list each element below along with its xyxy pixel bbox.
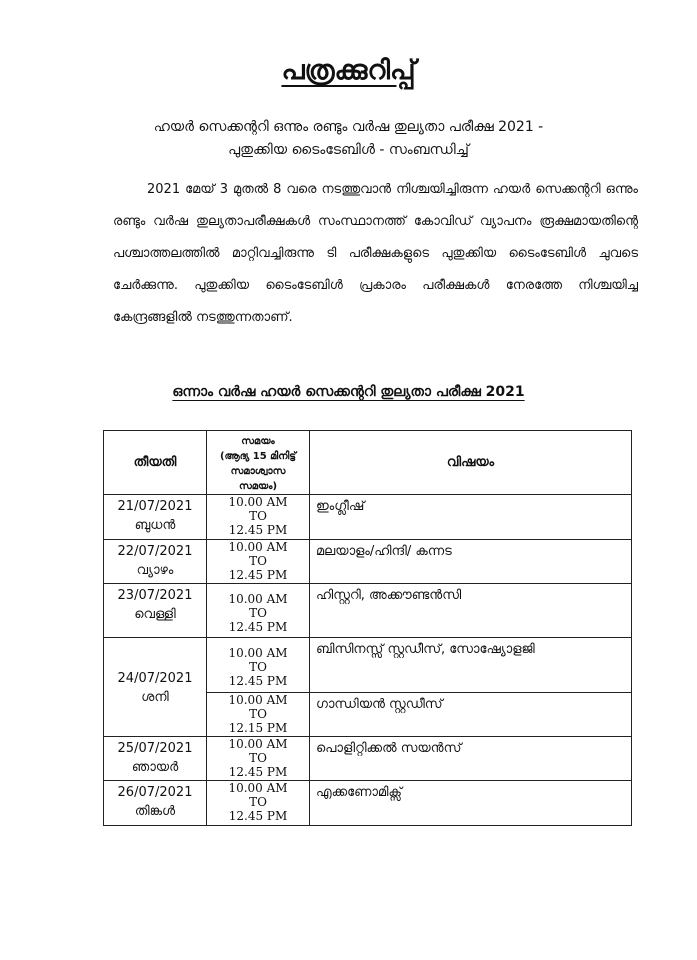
time-to: TO	[249, 707, 267, 721]
table-row	[104, 638, 632, 693]
schedule-title-text: ഒന്നാം വർഷ ഹയർ സെക്കന്ററി തുല്യതാ പരീക്ഷ 2021	[172, 384, 525, 400]
subtitle-line-1: ഹയർ സെക്കന്ററി ഒന്നും രണ്ടും വർഷ തുല്യതാ പരീക്ഷ 2021 -	[153, 119, 544, 135]
day-value: വെള്ളി	[134, 607, 176, 622]
body-paragraph: 2021 മേയ് 3 മുതൽ 8 വരെ നടത്തുവാൻ നിശ്ചയിച്ചിരുന്ന ഹയർ സെക്കന്ററി ഒന്നും രണ്ടും വർഷ തുല്യതാപരീക്ഷകൾ സംസ്ഥാനത്ത് കോവിഡ് വ്യാപനം രൂക്ഷമായതിന്റെ പശ്ചാത്തലത്തിൽ മാറ്റിവച്ചിരുന്നു ടി പരീക്ഷകളുടെ പുതുക്കിയ ടൈംടേബിൾ ചുവടെ ചേർക്കുന്നു. പുതുക്കിയ ടൈംടേബിൾ പ്രകാരം പരീക്ഷകൾ നേരത്തേ നിശ്ചയിച്ച കേന്ദ്രങ്ങളിൽ നടത്തുന്നതാണ്.	[113, 182, 638, 325]
time-cell	[207, 781, 310, 826]
time-start: 10.00 AM	[228, 737, 288, 751]
time-to: TO	[249, 509, 267, 523]
subject-cell: പൊളിറ്റിക്കൽ സയൻസ്	[310, 737, 632, 781]
time-to: TO	[249, 751, 267, 765]
schedule-title	[0, 384, 697, 400]
time-to: TO	[249, 795, 267, 809]
time-to: TO	[249, 554, 267, 568]
time-end: 12.15 PM	[228, 721, 288, 735]
date-cell	[104, 737, 207, 781]
time-start: 10.00 AM	[228, 540, 288, 554]
date-cell	[104, 540, 207, 584]
time-cell	[207, 693, 310, 737]
date-value: 23/07/2021	[117, 588, 193, 603]
time-to: TO	[249, 606, 267, 620]
date-value: 24/07/2021	[117, 671, 193, 686]
time-cell	[207, 584, 310, 638]
time-cell	[207, 638, 310, 693]
subject-cell: മലയാളം/ഹിന്ദി/ കന്നട	[310, 540, 632, 584]
day-value: വ്യാഴം	[136, 563, 174, 578]
header-time	[207, 431, 310, 495]
date-value: 26/07/2021	[117, 785, 193, 800]
time-end: 12.45 PM	[228, 620, 288, 634]
time-cell	[207, 495, 310, 540]
table-row	[104, 540, 632, 584]
time-start: 10.00 AM	[228, 646, 288, 660]
header-subject: വിഷയം	[310, 431, 632, 495]
date-value: 22/07/2021	[117, 544, 193, 559]
table-row	[104, 737, 632, 781]
time-start: 10.00 AM	[228, 592, 288, 606]
header-time-line: (ആദ്യ 15 മിനിട്ട്	[219, 450, 297, 462]
date-value: 25/07/2021	[117, 741, 193, 756]
date-cell	[104, 495, 207, 540]
date-value: 21/07/2021	[117, 499, 193, 514]
header-date: തീയതി	[104, 431, 207, 495]
subject-cell: ഇംഗ്ലീഷ്	[310, 495, 632, 540]
exam-schedule-table	[103, 430, 632, 826]
table-row	[104, 495, 632, 540]
time-cell	[207, 540, 310, 584]
date-cell	[104, 584, 207, 638]
day-value: ശനി	[141, 690, 169, 705]
header-time-line: സമാശ്വാസ	[230, 465, 286, 477]
time-end: 12.45 PM	[228, 765, 288, 779]
header-time-line: സമയം)	[238, 480, 278, 492]
subtitle-line-2: പുതുക്കിയ ടൈംടേബിൾ - സംബന്ധിച്ച്	[228, 142, 469, 158]
date-cell	[104, 638, 207, 737]
date-cell	[104, 781, 207, 826]
subject-cell: ബിസിനസ്സ് സ്റ്റഡീസ്, സോഷ്യോളജി	[310, 638, 632, 693]
day-value: ബുധൻ	[134, 518, 176, 533]
press-release-title	[0, 55, 697, 87]
time-start: 10.00 AM	[228, 781, 288, 795]
table-header-row	[104, 431, 632, 495]
header-time-line: സമയം	[241, 435, 275, 447]
table-row	[104, 781, 632, 826]
time-cell	[207, 737, 310, 781]
time-end: 12.45 PM	[228, 809, 288, 823]
subject-cell: ഗാന്ധിയൻ സ്റ്റഡീസ്	[310, 693, 632, 737]
table-row	[104, 584, 632, 638]
day-value: ഞായർ	[131, 760, 179, 775]
subject-cell: എക്കണോമിക്സ്	[310, 781, 632, 826]
time-start: 10.00 AM	[228, 693, 288, 707]
day-value: തിങ്കൾ	[134, 804, 176, 819]
time-end: 12.45 PM	[228, 523, 288, 537]
time-start: 10.00 AM	[228, 495, 288, 509]
time-end: 12.45 PM	[228, 568, 288, 582]
time-end: 12.45 PM	[228, 674, 288, 688]
subject-cell: ഹിസ്റ്ററി, അക്കൗണ്ടൻസി	[310, 584, 632, 638]
title-text: പത്രക്കുറിപ്പ്	[281, 55, 416, 86]
time-to: TO	[249, 660, 267, 674]
